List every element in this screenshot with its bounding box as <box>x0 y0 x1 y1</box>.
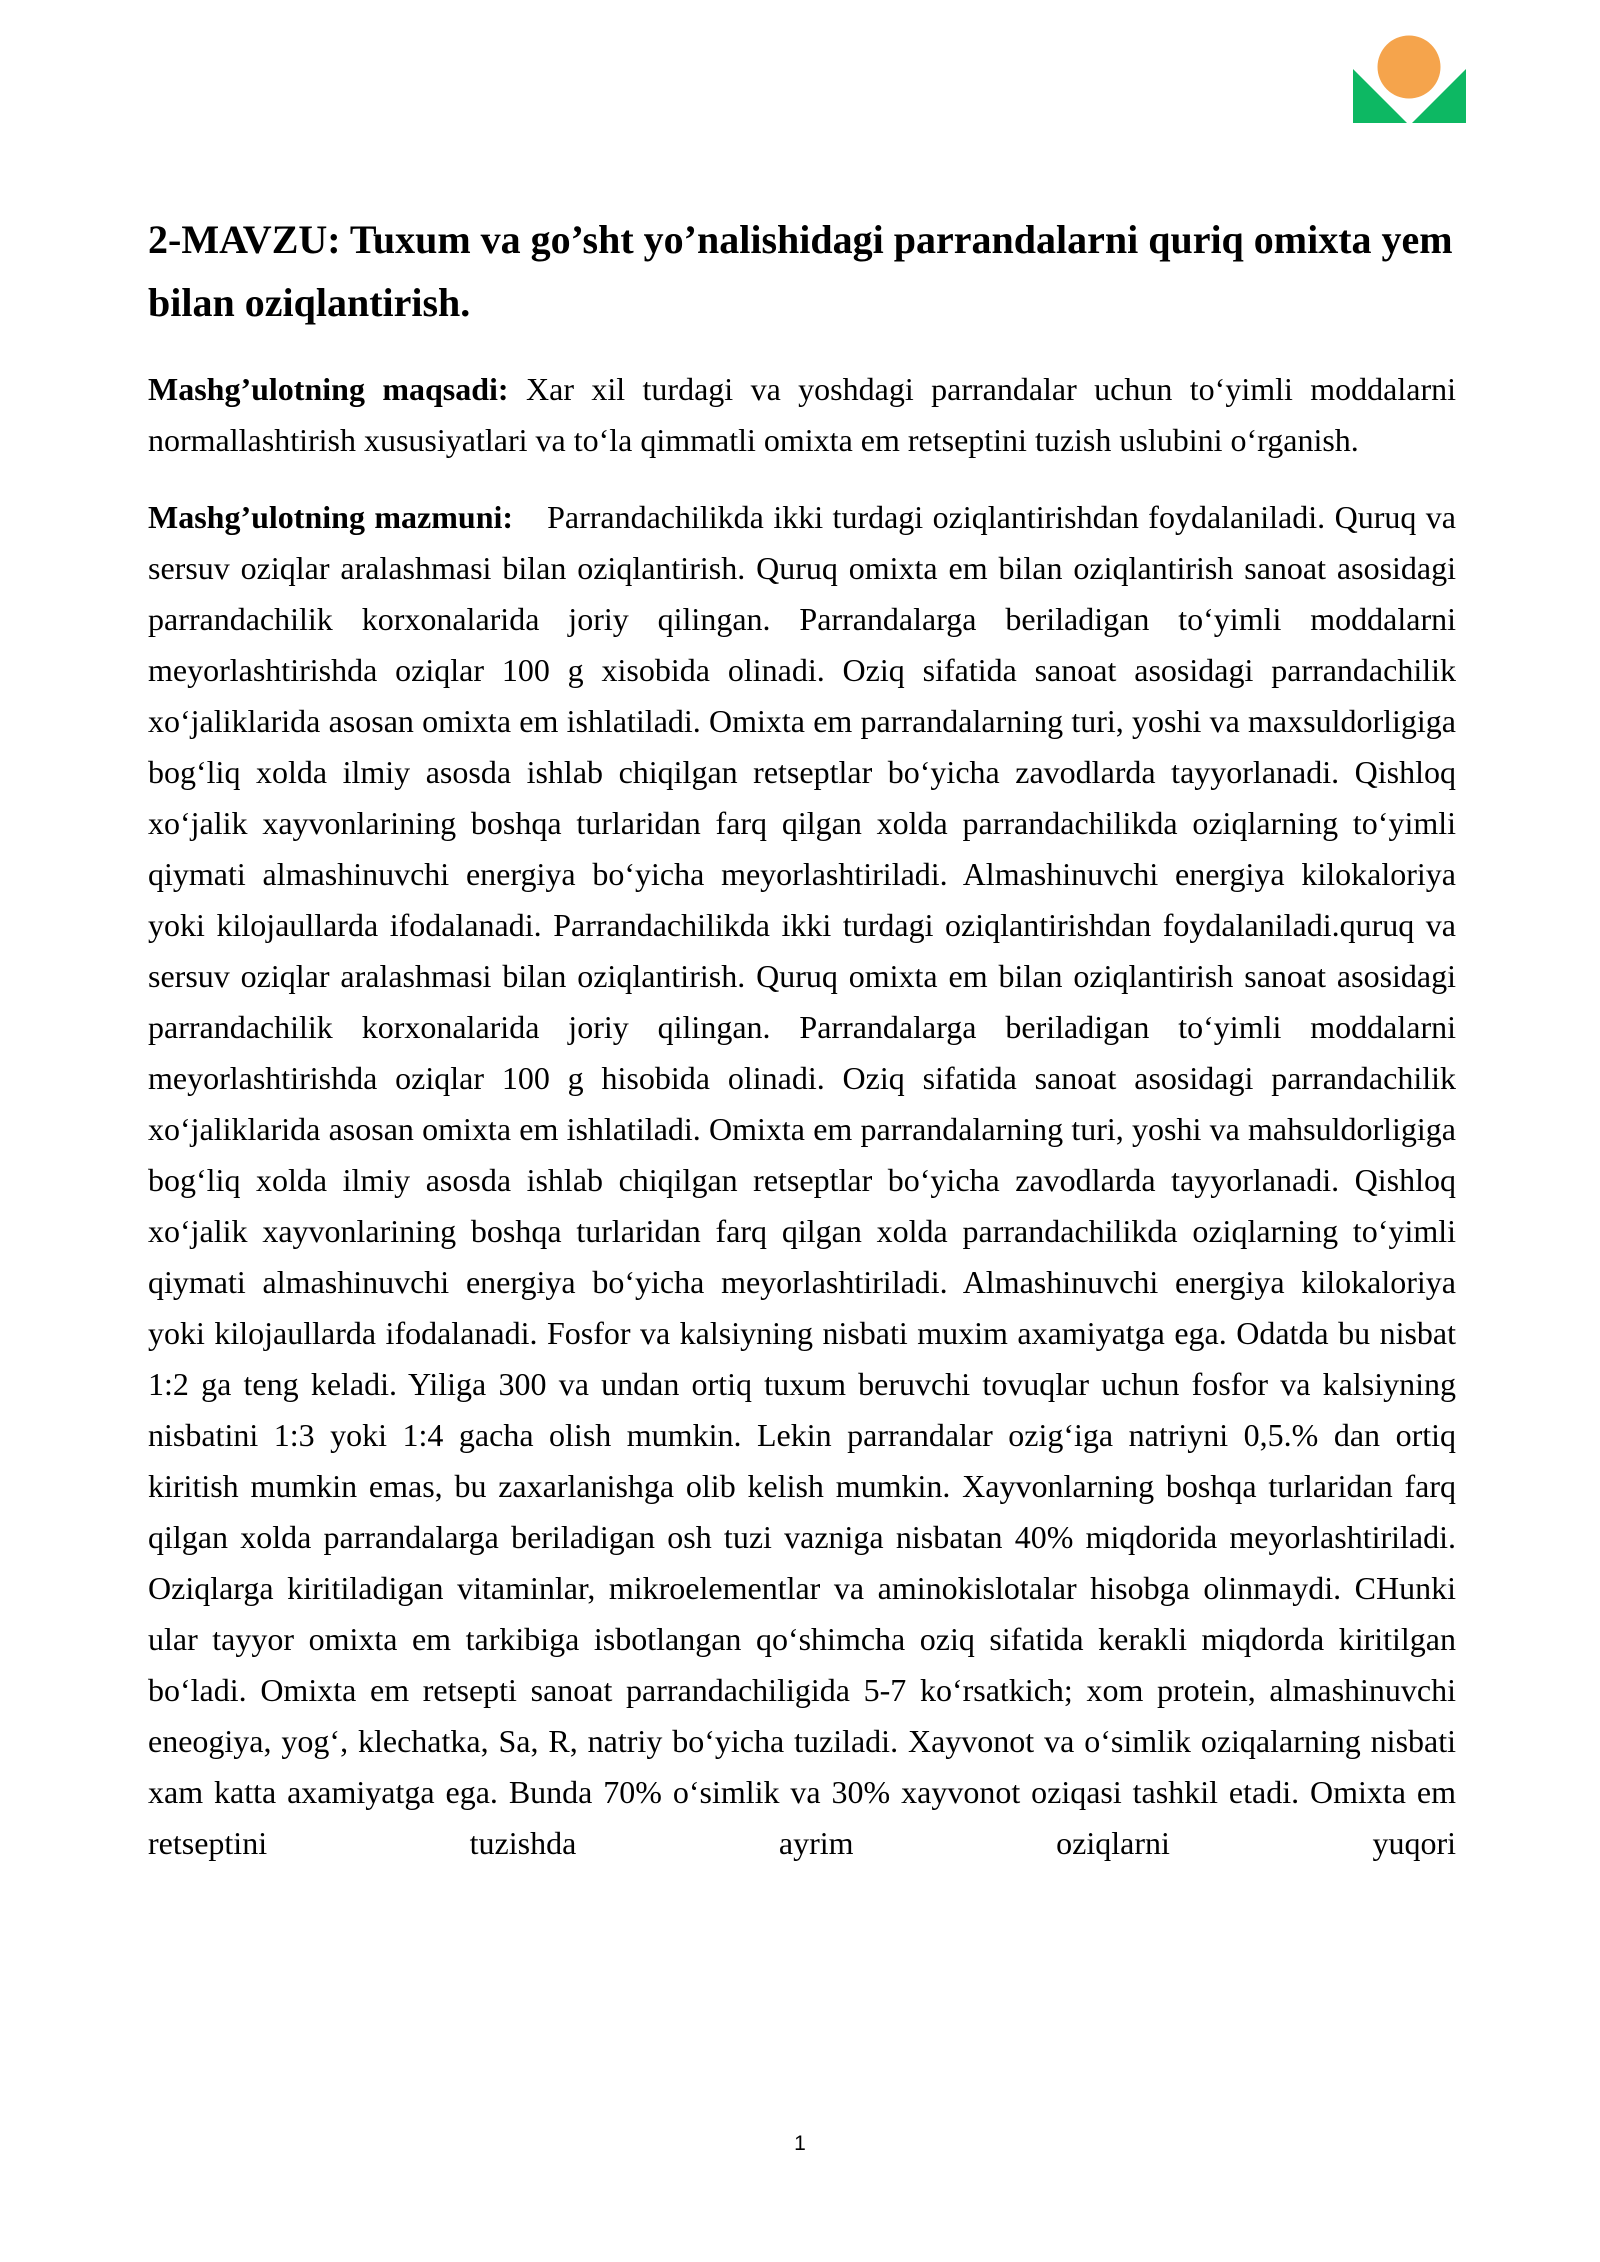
logo-sun-icon <box>1378 36 1441 99</box>
page-title: 2-MAVZU: Tuxum va go’sht yo’nalishidagi parrandalarni quriq omixta yem bilan oziqlantirish. <box>148 217 1453 325</box>
paragraph-maqsadi <box>148 364 1456 466</box>
document-body <box>148 208 1456 1869</box>
sun-over-open-book-icon <box>1353 35 1466 125</box>
paragraph-mazmuni <box>148 492 1456 1869</box>
paragraph-lead-maqsadi: Mashg’ulotning maqsadi: <box>148 371 509 407</box>
page-number: 1 <box>794 2132 806 2155</box>
paragraph-lead-mazmuni: Mashg’ulotning mazmuni: <box>148 499 514 535</box>
paragraph-text-maqsadi: Xar xil turdagi va yoshdagi parrandalar uchun to‘yimli moddalarni normallashtirish xususiyatlari va to‘la qimmatli omixta em retseptini tuzish uslubini o‘rganish. <box>148 371 1457 458</box>
paragraph-text-mazmuni: Parrandachilikda ikki turdagi oziqlantirishdan foydalaniladi. Quruq va sersuv oziqlar aralashmasi bilan oziqlantirish. Quruq omixta em bilan oziqlantirish sanoat asosidagi parrandachilik korxonalarida joriy qilingan. Parrandalarga beriladigan to‘yimli moddalarni meyorlashtirishda oziqlar 100 g xisobida olinadi. Oziq sifatida sanoat asosidagi parrandachilik xo‘jaliklarida asosan omixta em ishlatiladi. Omixta em parrandalarning turi, yoshi va maxsuldorligiga bog‘liq xolda ilmiy asosda ishlab chiqilgan retseptlar bo‘yicha zavodlarda tayyorlanadi. Qishloq xo‘jalik xayvonlarining boshqa turlaridan farq qilgan xolda parrandachilikda oziqlarning to‘yimli qiymati almashinuvchi energiya bo‘yicha meyorlashtiriladi. Almashinuvchi energiya kilokaloriya yoki kilojaullarda ifodalanadi. Parrandachilikda ikki turdagi oziqlantirishdan foydalaniladi.quruq va sersuv oziqlar aralashmasi bilan oziqlantirish. Quruq omixta em bilan oziqlantirish sanoat asosidagi parrandachilik korxonalarida joriy qilingan. Parrandalarga beriladigan to‘yimli moddalarni meyorlashtirishda oziqlar 100 g hisobida olinadi. Oziq sifatida sanoat asosidagi parrandachilik xo‘jaliklarida asosan omixta em ishlatiladi. Omixta em parrandalarning turi, yoshi va mahsuldorligiga bog‘liq xolda ilmiy asosda ishlab chiqilgan retseptlar bo‘yicha zavodlarda tayyorlanadi. Qishloq xo‘jalik xayvonlarining boshqa turlaridan farq qilgan xolda parrandachilikda oziqlarning to‘yimli qiymati almashinuvchi energiya bo‘yicha meyorlashtiriladi. Almashinuvchi energiya kilokaloriya yoki kilojaullarda ifodalanadi. Fosfor va kalsiyning nisbati muxim axamiyatga ega. Odatda bu nisbat 1:2 ga teng keladi. Yiliga 300 va undan ortiq tuxum beruvchi tovuqlar uchun fosfor va kalsiyning nisbatini 1:3 yoki 1:4 gacha olish mumkin. Lekin parrandalar ozig‘iga natriyni 0,5.% dan ortiq kiritish mumkin emas, bu zaxarlanishga olib kelish mumkin. Xayvonlarning boshqa turlaridan farq qilgan xolda parrandalarga beriladigan osh tuzi vazniga nisbatan 40% miqdorida meyorlashtiriladi. Oziqlarga kiritiladigan vitaminlar, mikroelementlar va aminokislotalar hisobga olinmaydi. CHunki ular tayyor omixta em tarkibiga isbotlangan qo‘shimcha oziq sifatida kerakli miqdorda kiritilgan bo‘ladi. Omixta em retsepti sanoat parrandachiligida 5-7 ko‘rsatkich; xom protein, almashinuvchi eneogiya, yog‘, klechatka, Sa, R, natriy bo‘yicha tuziladi. Xayvonot va o‘simlik oziqalarning nisbati xam katta axamiyatga ega. Bunda 70% o‘simlik va 30% xayvonot oziqasi tashkil etadi. Omixta em retseptini tuzishda ayrim oziqlarni yuqori <box>148 499 1457 1861</box>
organization-logo <box>1353 35 1466 125</box>
